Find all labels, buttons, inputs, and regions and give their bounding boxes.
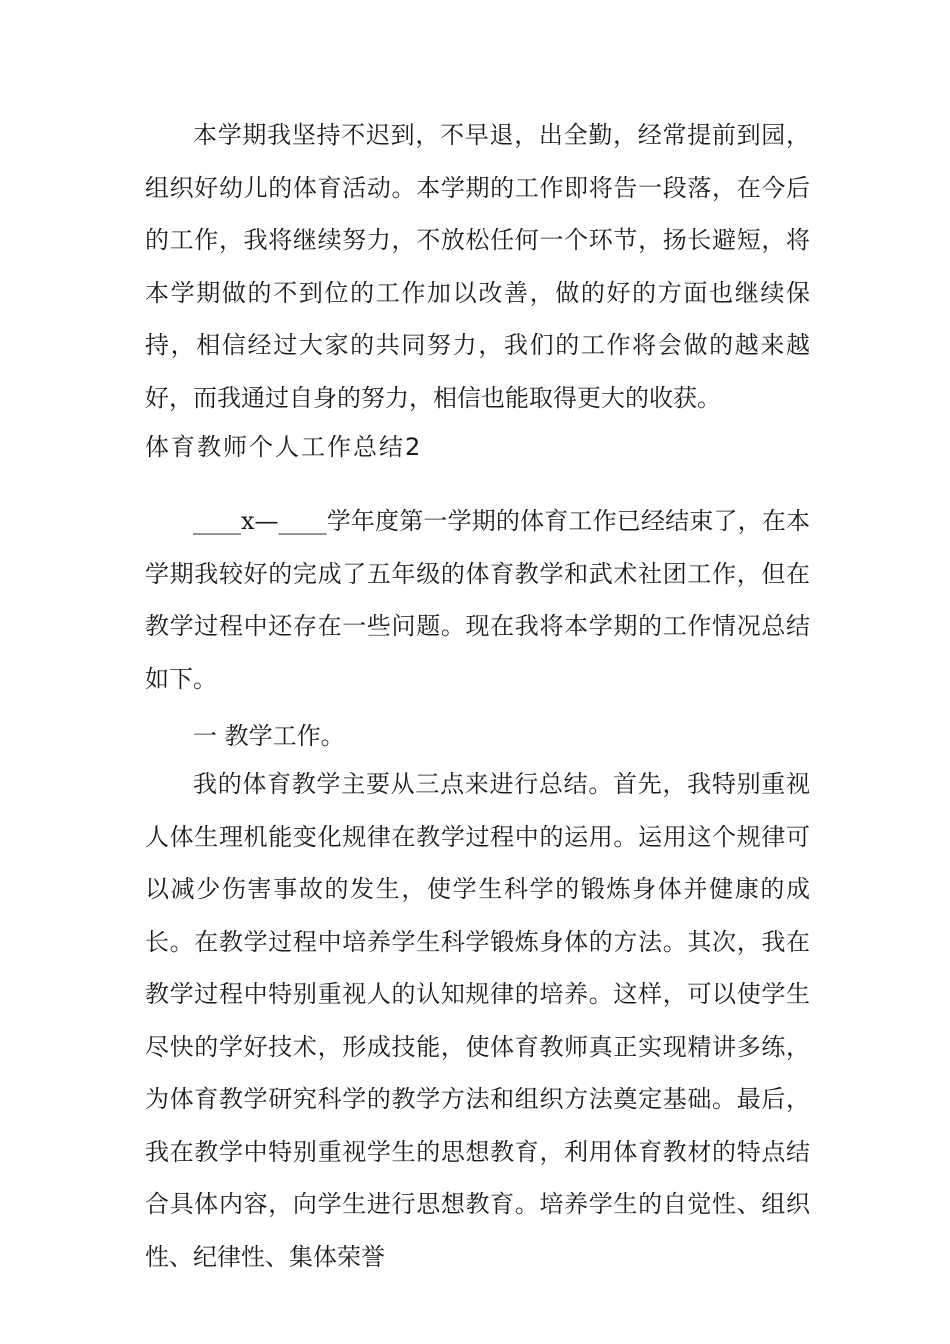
paragraph-2: ____x—____学年度第一学期的体育工作已经结束了，在本学期我较好的完成了五年级的体育教学和武术社团工作，但在教学过程中还存在一些问题。现在我将本学期的工作情况总结如下。 xyxy=(145,507,810,693)
section-1-block xyxy=(145,716,810,756)
paragraph-1-block xyxy=(145,109,810,424)
heading-2-block xyxy=(145,427,810,467)
paragraph-1: 本学期我坚持不迟到，不早退，出全勤，经常提前到园，组织好幼儿的体育活动。本学期的工作即将告一段落，在今后的工作，我将继续努力，不放松任何一个环节，扬长避短，将本学期做的不到位的工作加以改善，做的好的方面也继续保持，相信经过大家的共同努力，我们的工作将会做的越来越好，而我通过自身的努力，相信也能取得更大的收获。 xyxy=(145,121,810,412)
paragraph-3-block xyxy=(145,758,810,1283)
paragraph-2-block xyxy=(145,495,810,705)
paragraph-3: 我的体育教学主要从三点来进行总结。首先，我特别重视人体生理机能变化规律在教学过程中的运用。运用这个规律可以减少伤害事故的发生，使学生科学的锻炼身体并健康的成长。在教学过程中培养学生科学锻炼身体的方法。其次，我在教学过程中特别重视人的认知规律的培养。这样，可以使学生尽快的学好技术，形成技能，使体育教师真正实现精讲多练，为体育教学研究科学的教学方法和组织方法奠定基础。最后，我在教学中特别重视学生的思想教育，利用体育教材的特点结合具体内容，向学生进行思想教育。培养学生的自觉性、组织性、纪律性、集体荣誉 xyxy=(145,770,810,1271)
section-1-title: 一 教学工作。 xyxy=(193,722,345,750)
section-heading: 体育教师个人工作总结2 xyxy=(145,433,423,461)
